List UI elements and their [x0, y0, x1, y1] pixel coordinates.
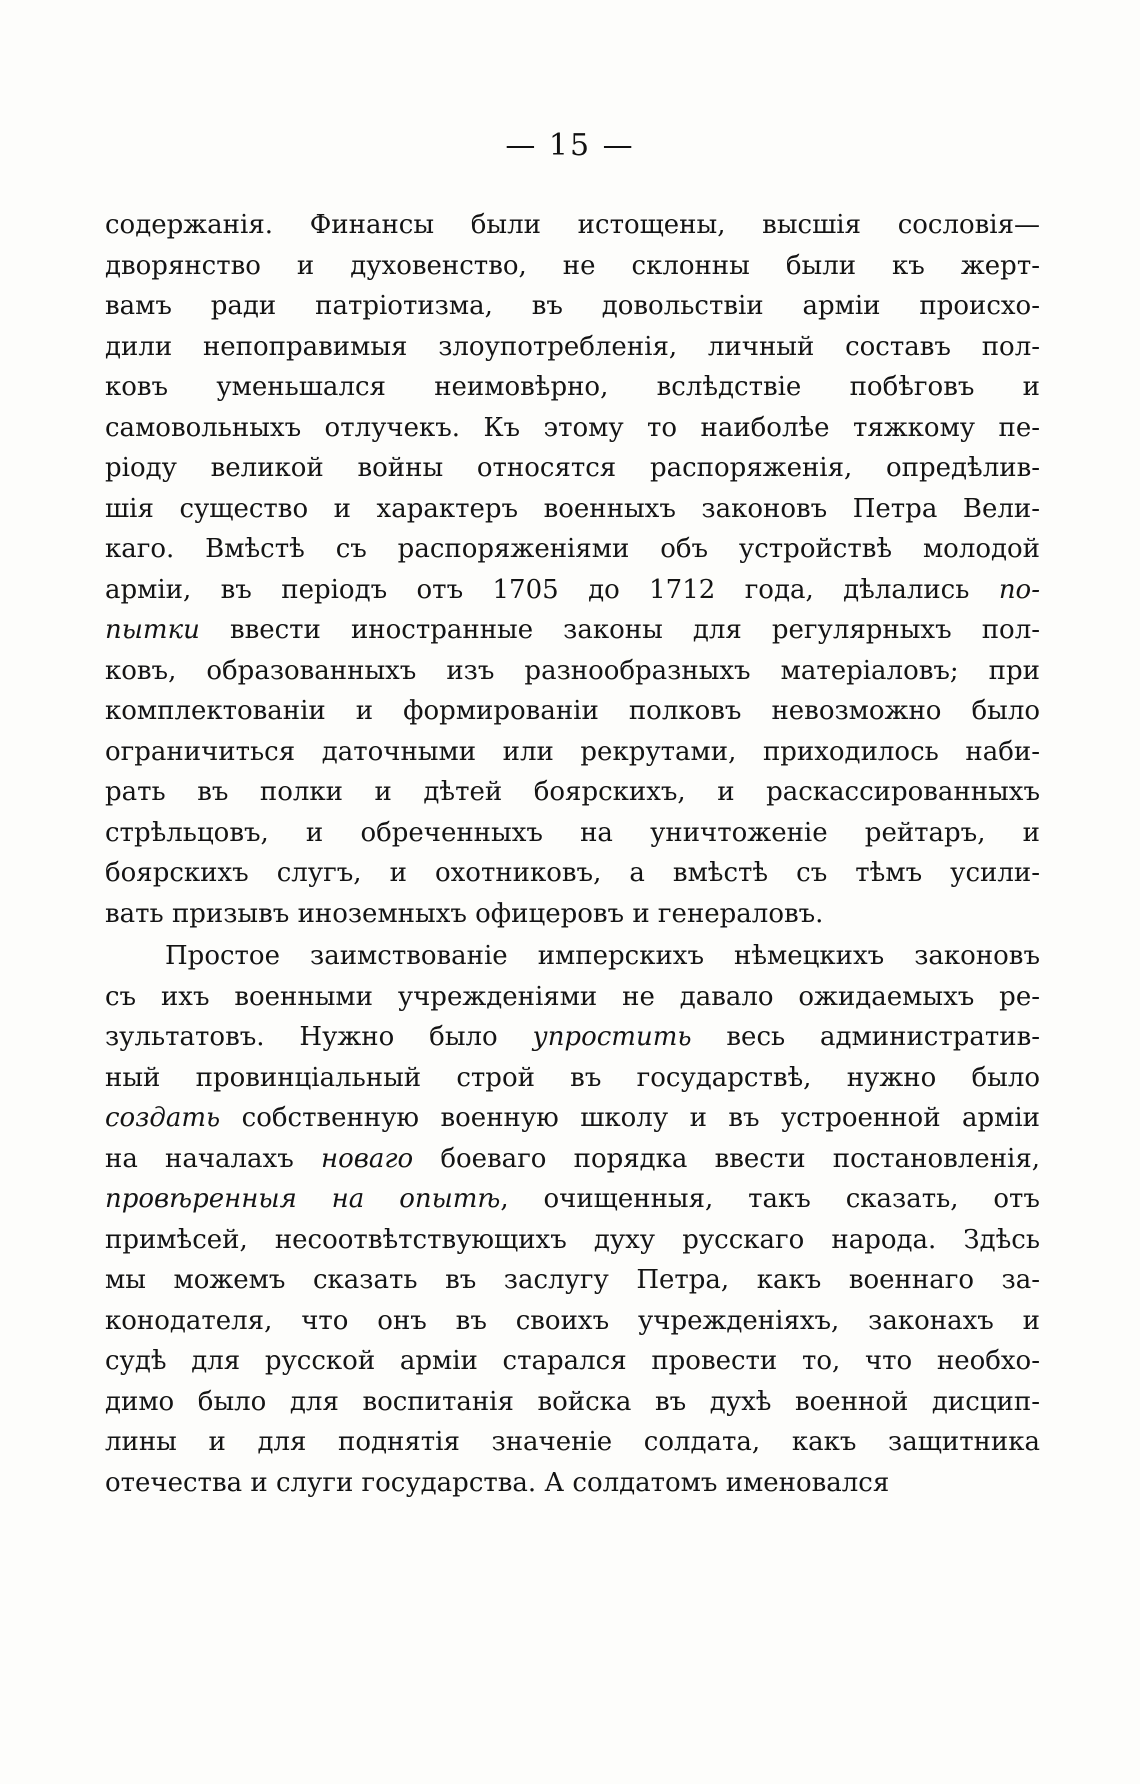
text-segment: весь административ- — [691, 1022, 1040, 1052]
text-segment: ріоду великой войны относятся распоряженія, опредѣлив- — [105, 453, 1040, 483]
text-line — [105, 246, 1040, 287]
italic-text: создать — [105, 1103, 221, 1133]
text-line — [105, 1260, 1040, 1301]
text-line — [105, 408, 1040, 449]
text-segment: конодателя, что онъ въ своихъ учрежденіяхъ, законахъ и — [105, 1305, 1040, 1336]
paragraph-1 — [105, 205, 1040, 934]
text-segment: собственную военную школу и въ устроенной арміи — [220, 1103, 1040, 1133]
text-line — [105, 489, 1040, 530]
text-segment: ный провинціальный строй въ государствѣ, нужно было — [105, 1062, 1040, 1093]
paragraph-2 — [105, 936, 1040, 1503]
text-line — [105, 367, 1040, 408]
text-segment: димо было для воспитанія войска въ духѣ военной дисцип- — [105, 1386, 1040, 1417]
text-segment: примѣсей, несоотвѣтствующихъ духу русскаго народа. Здѣсь — [105, 1224, 1040, 1255]
body-text — [105, 205, 1040, 1503]
italic-text: провѣренныя на опытѣ — [105, 1184, 501, 1214]
text-segment: арміи, въ періодъ отъ 1705 до 1712 года, дѣлались — [105, 574, 999, 605]
text-segment: на началахъ — [105, 1143, 321, 1174]
text-segment: рать въ полки и дѣтей боярскихъ, и раскассированныхъ — [105, 777, 1040, 807]
page-number: — 15 — — [505, 128, 635, 163]
text-line — [105, 1017, 1040, 1058]
text-line — [105, 651, 1040, 692]
text-line — [105, 1422, 1040, 1463]
text-segment: дворянство и духовенство, не склонны были къ жерт- — [105, 250, 1040, 281]
text-segment: лины и для поднятія значеніе солдата, какъ защитника — [105, 1427, 1040, 1457]
text-line — [105, 1220, 1040, 1261]
italic-text: новаго — [320, 1143, 414, 1174]
text-line — [105, 1098, 1040, 1139]
text-line — [105, 977, 1040, 1018]
text-segment: ковъ уменьшался неимовѣрно, вслѣдствіе побѣговъ и — [105, 372, 1040, 402]
text-line — [105, 691, 1040, 732]
italic-text: упростить — [532, 1022, 692, 1052]
text-segment: Простое заимствованіе имперскихъ нѣмецкихъ законовъ — [165, 941, 1040, 971]
text-line — [105, 813, 1040, 854]
text-line — [105, 894, 1040, 935]
text-segment: зультатовъ. Нужно было — [105, 1022, 533, 1052]
text-segment: шія существо и характеръ военныхъ законовъ Петра Вели- — [105, 493, 1040, 524]
text-segment: самовольныхъ отлучекъ. Къ этому то наиболѣе тяжкому пе- — [105, 412, 1040, 443]
text-segment: стрѣльцовъ, и обреченныхъ на уничтоженіе рейтаръ, и — [105, 817, 1040, 848]
text-line — [105, 529, 1040, 570]
text-segment: комплектованіи и формированіи полковъ невозможно было — [105, 696, 1040, 726]
text-line — [105, 936, 1040, 977]
text-line — [105, 1179, 1040, 1220]
text-segment: боеваго порядка ввести постановленія, — [413, 1143, 1040, 1174]
text-line — [105, 327, 1040, 368]
text-segment: , очищенныя, такъ сказать, отъ — [500, 1184, 1040, 1214]
text-segment: отечества и слуги государства. А солдатомъ именовался — [105, 1467, 890, 1498]
text-line — [105, 448, 1040, 489]
text-segment: каго. Вмѣстѣ съ распоряженіями объ устройствѣ молодой — [105, 534, 1040, 564]
text-segment: ограничиться даточными или рекрутами, приходилось наби- — [105, 736, 1040, 767]
italic-text: пытки — [105, 615, 200, 645]
text-line — [105, 1139, 1040, 1180]
text-line — [105, 1341, 1040, 1382]
text-line — [105, 772, 1040, 813]
text-segment: мы можемъ сказать въ заслугу Петра, какъ военнаго за- — [105, 1265, 1040, 1295]
text-segment: содержанія. Финансы были истощены, высшія сословія— — [105, 210, 1040, 240]
text-segment: вать призывъ иноземныхъ офицеровъ и генераловъ. — [105, 898, 824, 929]
text-segment: боярскихъ слугъ, и охотниковъ, а вмѣстѣ съ тѣмъ усили- — [105, 858, 1040, 888]
text-line — [105, 1382, 1040, 1423]
italic-text: по- — [998, 574, 1040, 605]
text-line — [105, 286, 1040, 327]
text-segment: ввести иностранные законы для регулярныхъ пол- — [199, 615, 1040, 645]
text-segment: съ ихъ военными учрежденіями не давало ожидаемыхъ ре- — [105, 981, 1040, 1012]
text-line — [105, 205, 1040, 246]
text-line — [105, 1463, 1040, 1504]
text-line — [105, 732, 1040, 773]
text-segment: ковъ, образованныхъ изъ разнообразныхъ матеріаловъ; при — [105, 655, 1040, 686]
text-line — [105, 1301, 1040, 1342]
text-line — [105, 853, 1040, 894]
text-segment: вамъ ради патріотизма, въ довольствіи арміи происхо- — [105, 291, 1040, 321]
text-segment: дили непоправимыя злоупотребленія, личный составъ пол- — [105, 331, 1040, 362]
text-line — [105, 1058, 1040, 1099]
text-line — [105, 610, 1040, 651]
text-line — [105, 570, 1040, 611]
text-segment: судѣ для русской арміи старался провести то, что необхо- — [105, 1346, 1040, 1376]
